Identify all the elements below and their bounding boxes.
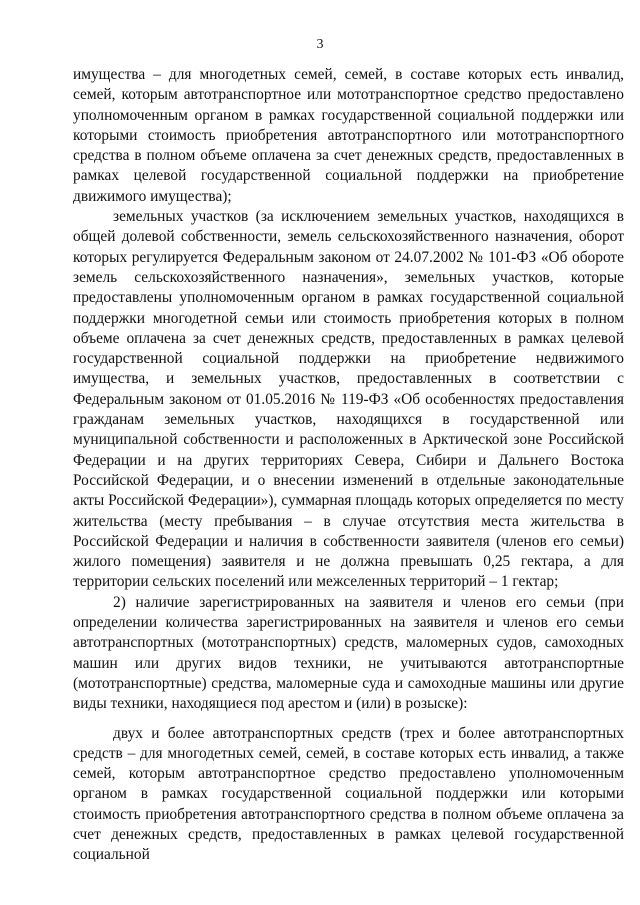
paragraph-two-or-more-vehicles: двух и более автотранспортных средств (трех и более автотранспортных средств – для многодетных семей, семей, в составе которых есть инвалид, а также семей, которым автотранспортное средство предоставлено уполномоченным органом в рамках государственной социальной поддержки или которыми стоимость приобретения автотранспортного средства в полном объеме оплачена за счет денежных средств, предоставленных в рамках целевой государственной социальной (73, 724, 624, 864)
paragraph-movable-property-continuation: имущества – для многодетных семей, семей, в составе которых есть инвалид, семей, которым автотранспортное или мототранспортное средство предоставлено уполномоченным органом в рамках государственной социальной поддержки или которыми стоимость приобретения автотранспортного или мототранспортного средства в полном объеме оплачена за счет денежных средств, предоставленных в рамках целевой государственной социальной поддержки на приобретение движимого имущества); (73, 66, 624, 205)
paragraph-land-plots: земельных участков (за исключением земельных участков, находящихся в общей долевой собственности, земель сельскохозяйственного назначения, оборот которых регулируется Федеральным законом от 24.07.2002 № 101-ФЗ «Об обороте земель сельскохозяйственного назначения», земельных участков, которые предоставлены уполномоченным органом в рамках государственной социальной поддержки многодетной семьи или стоимость приобретения которых в полном объеме оплачена за счет денежных средств, предоставленных в рамках целевой государственной социальной поддержки на приобретение недвижимого имущества, и земельных участков, предоставленных в соответствии с Федеральным законом от 01.05.2016 № 119-ФЗ «Об особенностях предоставления гражданам земельных участков, находящихся в государственной или муниципальной собственности и расположенных в Арктической зоне Российской Федерации и на других территориях Севера, Сибири и Дальнего Востока Российской Федерации, и о внесении изменений в отдельные законодательные акты Российской Федерации»), суммарная площадь которых определяется по месту жительства (месту пребывания – в случае отсутствия места жительства в Российской Федерации и наличия в собственности заявителя (членов его семьи) жилого помещения) заявителя и не должна превышать 0,25 гектара, а для территории сельских поселений или межселенных территорий – 1 гектар; (73, 208, 624, 591)
paragraph-registered-vehicles: 2) наличие зарегистрированных на заявителя и членов его семьи (при определении количества зарегистрированных на заявителя и членов его семьи автотранспортных (мототранспортных) средств, маломерных судов, самоходных машин или других видов техники, не учитываются автотранспортные (мототранспортные) средства, маломерные суда и самоходные машины или другие виды техники, находящиеся под арестом и (или) в розыске): (73, 593, 624, 713)
document-body (73, 65, 624, 866)
page-number: 3 (316, 37, 324, 52)
